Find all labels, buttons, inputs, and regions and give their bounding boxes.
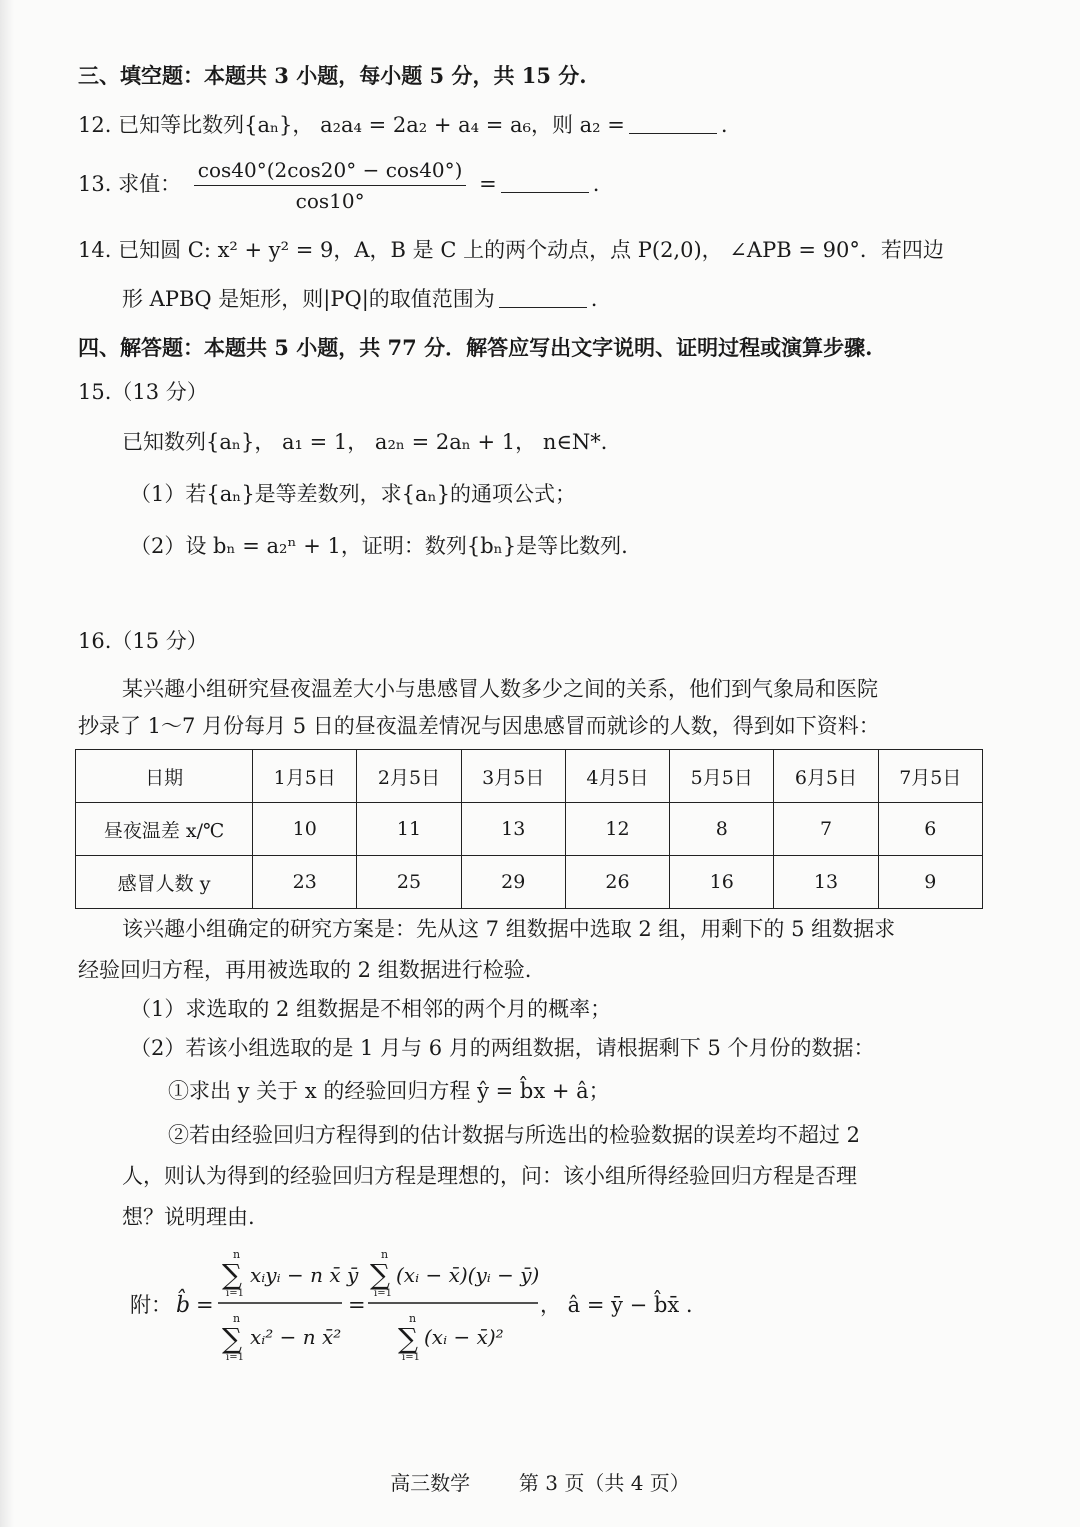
- question-14-line-1: [78, 236, 944, 264]
- page-footer: [0, 1467, 1080, 1496]
- q16-intro-2: 抄录了 1～7 月份每月 5 日的昼夜温差情况与因患感冒而就诊的人数，得到如下资料：: [78, 714, 880, 738]
- q14-line2: 形 APBQ 是矩形，则|PQ|的取值范围为: [122, 287, 495, 311]
- q15-part-2: （2）设 bₙ = a₂ⁿ + 1，证明：数列{bₙ}是等比数列.: [130, 534, 628, 558]
- q12-answer-blank: [629, 133, 717, 134]
- sigma-icon: ∑: [398, 1322, 418, 1355]
- sigma-top: n: [233, 1252, 241, 1261]
- table-cell: 29: [461, 856, 565, 909]
- table-cell: 23: [253, 856, 357, 909]
- q13-number: 13.: [78, 172, 112, 196]
- q13-end: .: [592, 172, 600, 196]
- q13-prefix: 求值：: [118, 172, 182, 196]
- q12-number: 12.: [78, 113, 112, 137]
- table-cell: 7: [774, 803, 878, 856]
- table-row-temp-diff: [76, 803, 983, 856]
- formula-b-hat: b̂: [176, 1293, 191, 1318]
- sigma-icon: ∑: [222, 1258, 242, 1291]
- q16-sub-1: ①求出 y 关于 x 的经验回归方程 ŷ = b̂x + â；: [168, 1079, 610, 1103]
- question-13: [78, 156, 599, 214]
- table-cell: 8: [670, 803, 774, 856]
- q16-sub-2c: 想？说明理由.: [122, 1205, 255, 1229]
- sigma-top: n: [381, 1252, 389, 1261]
- footer-subject: 高三数学: [390, 1471, 471, 1495]
- q13-denominator: cos10°: [295, 189, 365, 213]
- section-3-title: 三、填空题：本题共 3 小题，每小题 5 分，共 15 分.: [78, 63, 587, 88]
- q12-end: .: [720, 113, 728, 137]
- q14-number: 14.: [78, 238, 112, 262]
- table-cell: 6: [878, 803, 982, 856]
- q16-data-table: [75, 749, 983, 909]
- q13-fraction: [194, 157, 467, 214]
- table-cell: 16: [670, 856, 774, 909]
- sigma-bottom: i=1: [226, 1288, 244, 1299]
- q16-intro-1: 某兴趣小组研究昼夜温差大小与患感冒人数多少之间的关系，他们到气象局和医院: [122, 677, 878, 701]
- table-cell: 10: [253, 803, 357, 856]
- q16-plan-2: 经验回归方程，再用被选取的 2 组数据进行检验.: [78, 958, 532, 982]
- q12-text: 已知等比数列{aₙ}， a₂a₄ = 2a₂ + a₄ = a₆，则 a₂ =: [118, 113, 625, 137]
- q16-sub-2b: 人，则认为得到的经验回归方程是理想的，问：该小组所得经验回归方程是否理: [122, 1164, 857, 1188]
- table-header-temp-diff: 昼夜温差 x/℃: [76, 803, 253, 856]
- sigma-top: n: [233, 1312, 241, 1325]
- q14-end: .: [590, 287, 598, 311]
- q16-header: 16.（15 分）: [78, 629, 208, 653]
- q13-equals: =: [479, 172, 497, 196]
- question-14-line-2: [122, 285, 597, 313]
- table-cell: 26: [565, 856, 669, 909]
- table-date-cell: 7月5日: [878, 750, 982, 803]
- table-cell: 25: [357, 856, 461, 909]
- sigma-icon: ∑: [222, 1322, 242, 1355]
- formula-attach-label: 附：: [130, 1293, 172, 1317]
- table-header-date: 日期: [76, 750, 253, 803]
- sigma-bottom: i=1: [374, 1288, 392, 1299]
- q16-sub-2a: ②若由经验回归方程得到的估计数据与所选出的检验数据的误差均不超过 2: [168, 1123, 861, 1147]
- q15-header: 15.（13 分）: [78, 380, 208, 404]
- q16-plan-1: 该兴趣小组确定的研究方案是：先从这 7 组数据中选取 2 组，用剩下的 5 组数据求: [122, 917, 896, 941]
- q15-given: 已知数列{aₙ}， a₁ = 1， a₂ₙ = 2aₙ + 1， n∈N*．: [122, 430, 622, 454]
- q16-part-2: （2）若该小组选取的是 1 月与 6 月的两组数据，请根据剩下 5 个月份的数据：: [130, 1036, 875, 1060]
- question-12: [78, 111, 728, 139]
- sigma-top: n: [409, 1312, 417, 1325]
- table-date-cell: 5月5日: [670, 750, 774, 803]
- table-row-cold-count: [76, 856, 983, 909]
- formula-1-numerator: xᵢyᵢ − n x̄ ȳ: [250, 1263, 359, 1287]
- page-edge-shadow: [0, 0, 14, 1527]
- formula-2-denominator: (xᵢ − x̄)²: [424, 1325, 504, 1349]
- formula-1-denominator: xᵢ² − n x̄²: [250, 1325, 342, 1349]
- table-cell: 13: [774, 856, 878, 909]
- regression-formula: [130, 1252, 830, 1372]
- table-row-dates: [76, 750, 983, 803]
- sigma-bottom: i=1: [402, 1352, 420, 1363]
- table-header-cold-count: 感冒人数 y: [76, 856, 253, 909]
- sigma-icon: ∑: [370, 1258, 390, 1291]
- table-date-cell: 3月5日: [461, 750, 565, 803]
- section-4-title: 四、解答题：本题共 5 小题，共 77 分．解答应写出文字说明、证明过程或演算步骤.: [78, 335, 873, 360]
- table-cell: 11: [357, 803, 461, 856]
- table-date-cell: 4月5日: [565, 750, 669, 803]
- table-cell: 9: [878, 856, 982, 909]
- q16-part-1: （1）求选取的 2 组数据是不相邻的两个月的概率；: [130, 997, 612, 1021]
- footer-page-number: 第 3 页（共 4 页）: [518, 1471, 690, 1495]
- formula-equals-1: =: [196, 1293, 214, 1317]
- sigma-bottom: i=1: [226, 1352, 244, 1363]
- table-date-cell: 2月5日: [357, 750, 461, 803]
- q13-answer-blank: [501, 192, 589, 193]
- table-date-cell: 1月5日: [253, 750, 357, 803]
- table-date-cell: 6月5日: [774, 750, 878, 803]
- q13-numerator: cos40°(2cos20° − cos40°): [194, 157, 467, 186]
- table-cell: 13: [461, 803, 565, 856]
- q15-part-1: （1）若{aₙ}是等差数列，求{aₙ}的通项公式；: [130, 482, 577, 506]
- formula-2-numerator: (xᵢ − x̄)(yᵢ − ȳ): [396, 1263, 540, 1287]
- q14-line1: 已知圆 C: x² + y² = 9，A，B 是 C 上的两个动点，点 P(2,0)， ∠APB = 90°．若四边: [118, 238, 944, 262]
- formula-equals-2: =: [348, 1293, 366, 1317]
- formula-a-hat: ， â = ȳ − b̂x̄ .: [540, 1293, 693, 1317]
- q14-answer-blank: [499, 307, 587, 308]
- table-cell: 12: [565, 803, 669, 856]
